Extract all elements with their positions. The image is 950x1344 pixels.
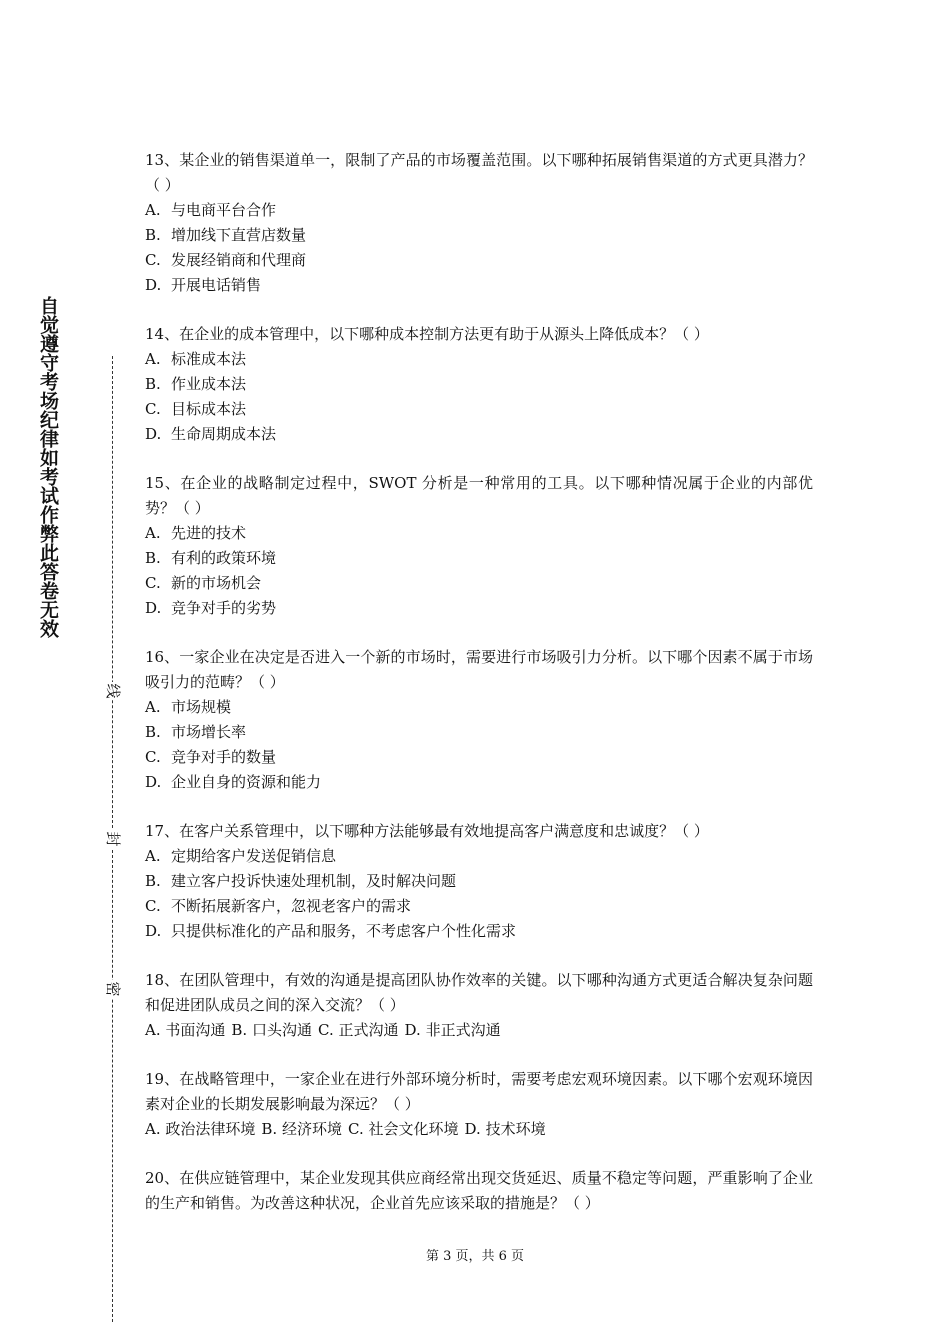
option-d: D. 只提供标准化的产品和服务，不考虑客户个性化需求 (145, 922, 517, 940)
option-a: A. 定期给客户发送促销信息 (145, 847, 337, 865)
option-d: D. 开展电话销售 (145, 276, 262, 294)
option-d: D. 技术环境 (464, 1120, 546, 1138)
binding-mark-line: 线 (104, 683, 122, 699)
question-list (145, 148, 813, 1240)
option-a: A. 先进的技术 (145, 524, 247, 542)
question-stem: 20、在供应链管理中，某企业发现其供应商经常出现交货延迟、质量不稳定等问题，严重影响了企业的生产和销售。为改善这种状况，企业首先应该采取的措施是？（ ） (145, 1169, 813, 1212)
option-a: A. 市场规模 (145, 698, 232, 716)
option-d: D. 竞争对手的劣势 (145, 599, 277, 617)
option-b: B. 市场增长率 (145, 723, 247, 741)
option-a: A. 政治法律环境 (145, 1120, 256, 1138)
question-stem: 13、某企业的销售渠道单一，限制了产品的市场覆盖范围。以下哪种拓展销售渠道的方式更具潜力？（ ） (145, 151, 813, 194)
question-17 (145, 819, 813, 944)
question-stem: 18、在团队管理中，有效的沟通是提高团队协作效率的关键。以下哪种沟通方式更适合解决复杂问题和促进团队成员之间的深入交流？（ ） (145, 971, 813, 1014)
question-stem: 17、在客户关系管理中，以下哪种方法能够最有效地提高客户满意度和忠诚度？（ ） (145, 822, 709, 840)
option-d: D. 企业自身的资源和能力 (145, 773, 322, 791)
binding-mark-secret: 密 (104, 981, 122, 997)
option-d: D. 生命周期成本法 (145, 425, 277, 443)
option-a: A. 书面沟通 (145, 1021, 226, 1039)
question-13 (145, 148, 813, 298)
option-c: C. 不断拓展新客户，忽视老客户的需求 (145, 897, 412, 915)
question-16 (145, 645, 813, 795)
exam-discipline-notice: 自觉遵守考场纪律如考试作弊此答卷无效 (37, 296, 59, 638)
option-d: D. 非正式沟通 (404, 1021, 501, 1039)
question-stem: 14、在企业的成本管理中，以下哪种成本控制方法更有助于从源头上降低成本？（ ） (145, 325, 709, 343)
question-18 (145, 968, 813, 1043)
option-a: A. 与电商平台合作 (145, 201, 277, 219)
question-14 (145, 322, 813, 447)
question-stem: 19、在战略管理中，一家企业在进行外部环境分析时，需要考虑宏观环境因素。以下哪个宏观环境因素对企业的长期发展影响最为深远？（ ） (145, 1070, 813, 1113)
option-b: B. 有利的政策环境 (145, 549, 277, 567)
option-c: C. 目标成本法 (145, 400, 247, 418)
option-b: B. 作业成本法 (145, 375, 247, 393)
option-c: C. 竞争对手的数量 (145, 748, 277, 766)
option-c: C. 发展经销商和代理商 (145, 251, 307, 269)
option-b: B. 增加线下直营店数量 (145, 226, 307, 244)
question-19 (145, 1067, 813, 1142)
option-c: C. 社会文化环境 (348, 1120, 459, 1138)
question-stem: 16、一家企业在决定是否进入一个新的市场时，需要进行市场吸引力分析。以下哪个因素不属于市场吸引力的范畴？（ ） (145, 648, 813, 691)
option-b: B. 建立客户投诉快速处理机制，及时解决问题 (145, 872, 457, 890)
question-15 (145, 471, 813, 621)
option-c: C. 新的市场机会 (145, 574, 262, 592)
inline-options (145, 1018, 813, 1043)
page-footer: 第 3 页，共 6 页 (425, 1249, 525, 1264)
question-20 (145, 1166, 813, 1216)
option-a: A. 标准成本法 (145, 350, 247, 368)
option-c: C. 正式沟通 (318, 1021, 399, 1039)
option-b: B. 经济环境 (261, 1120, 342, 1138)
binding-mark-seal: 封 (104, 831, 122, 847)
option-b: B. 口头沟通 (231, 1021, 312, 1039)
inline-options (145, 1117, 813, 1142)
question-stem: 15、在企业的战略制定过程中，SWOT 分析是一种常用的工具。以下哪种情况属于企业的内部优势？（ ） (145, 474, 813, 517)
